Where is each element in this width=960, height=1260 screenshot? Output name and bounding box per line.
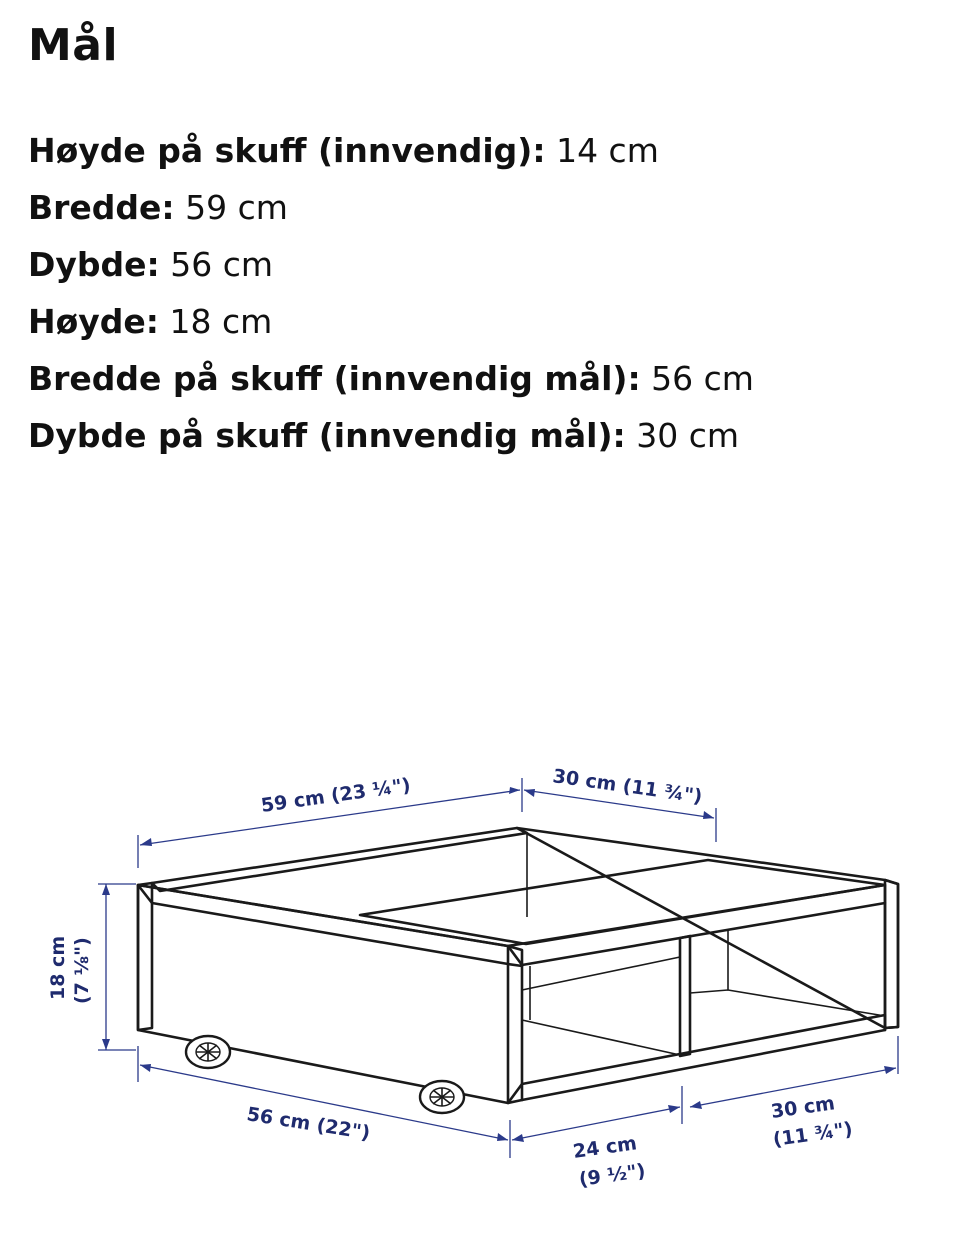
compartment-width-label-in: (9 ½"): [577, 1159, 647, 1191]
dimension-spec-list: [28, 122, 754, 464]
spec-value: 56 cm: [651, 359, 754, 398]
depth-dimension-label: 56 cm (22"): [245, 1103, 372, 1145]
back-panel: [517, 828, 898, 1028]
compartment-width-label-cm: 24 cm: [571, 1132, 639, 1163]
spec-label: Bredde:: [28, 188, 175, 227]
drawer-unit-outline: [138, 828, 898, 1103]
spec-row-depth: [28, 236, 754, 293]
spec-row-drawer-inner-depth: [28, 407, 754, 464]
drawer-depth-label-in: (11 ¾"): [771, 1118, 854, 1151]
dimension-line-compartment: [512, 1086, 682, 1142]
product-dimension-drawing: [0, 740, 960, 1220]
spec-value: 18 cm: [169, 302, 273, 341]
height-dimension-label-in: (7 ⅛"): [71, 937, 93, 1004]
height-dimension-label-cm: 18 cm: [47, 935, 69, 1000]
drawer-depth-top-label: 30 cm (11 ¾"): [551, 765, 704, 808]
front-left-face: [138, 885, 508, 1103]
left-side-panel: [138, 883, 152, 1030]
spec-label: Dybde:: [28, 245, 160, 284]
spec-value: 30 cm: [636, 416, 740, 455]
spec-row-height: [28, 293, 754, 350]
spec-label: Dybde på skuff (innvendig mål):: [28, 416, 626, 455]
dimension-line-height: [98, 884, 136, 1050]
spec-value: 14 cm: [556, 131, 659, 170]
spec-row-drawer-inner-width: [28, 350, 754, 407]
back-rim: [152, 828, 527, 891]
front-top-rail: [138, 885, 522, 966]
compartment-divider: [680, 936, 690, 1056]
spec-label: Høyde:: [28, 302, 160, 341]
drawer-depth-label-cm: 30 cm: [769, 1092, 837, 1123]
width-dimension-label: 59 cm (23 ¼"): [259, 774, 412, 817]
drawer-front-bottom: [508, 1015, 885, 1103]
castor-wheel-right: [420, 1081, 464, 1113]
spec-value: 59 cm: [185, 188, 288, 227]
page-title: Mål: [28, 20, 119, 71]
spec-value: 56 cm: [170, 245, 274, 284]
drawer-divider: [360, 860, 885, 944]
castor-wheel-left: [186, 1036, 230, 1068]
spec-row-width: [28, 179, 754, 236]
right-side-panel: [885, 880, 898, 1028]
spec-row-drawer-inner-height: [28, 122, 754, 179]
spec-label: Bredde på skuff (innvendig mål):: [28, 359, 641, 398]
spec-label: Høyde på skuff (innvendig):: [28, 131, 546, 170]
